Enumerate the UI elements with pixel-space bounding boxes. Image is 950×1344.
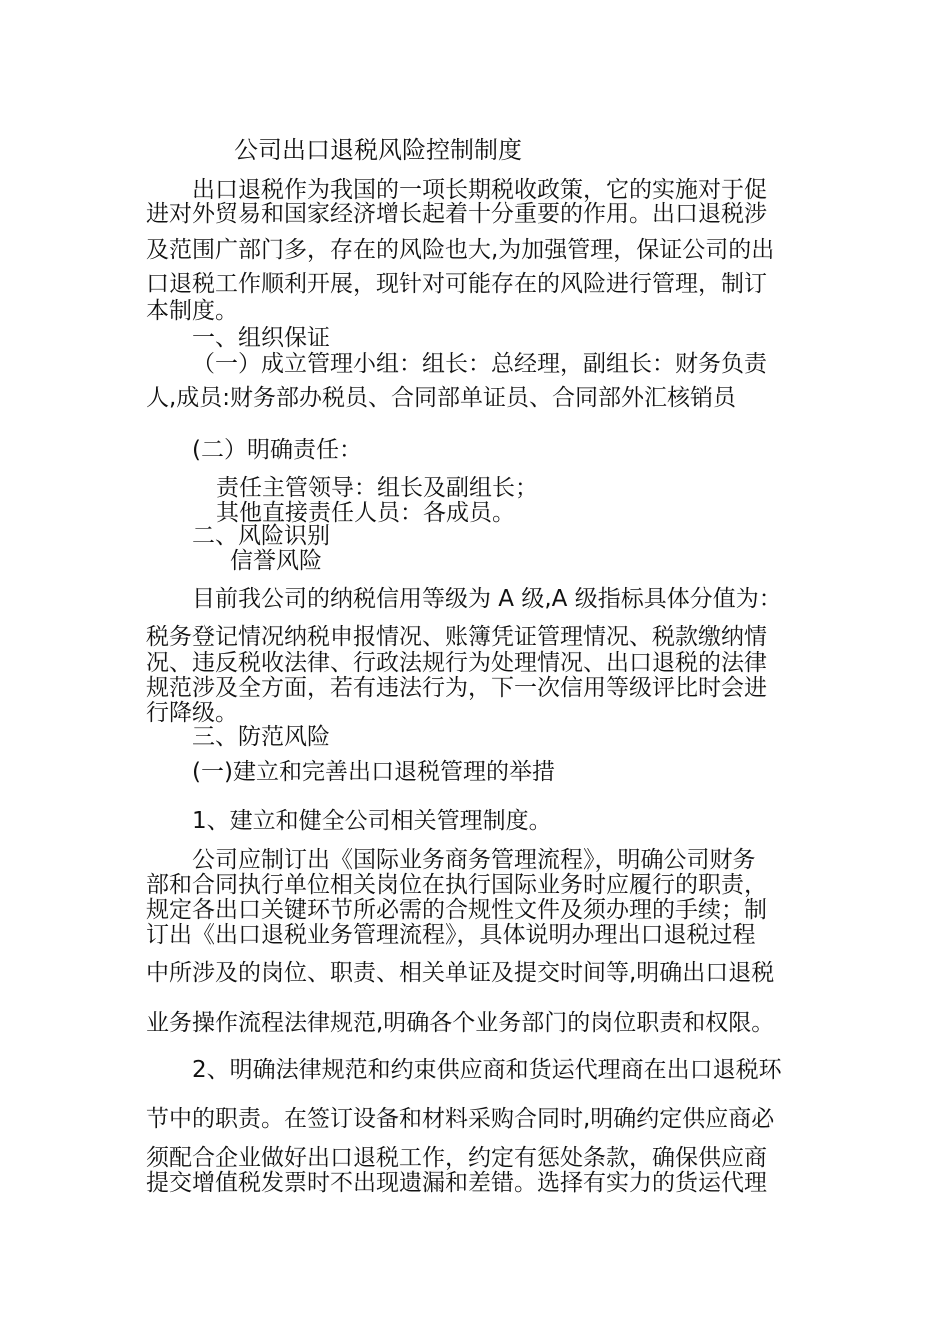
paragraph-line: 税务登记情况纳税申报情况、账簿凭证管理情况、税款缴纳情: [146, 624, 767, 650]
subsection-heading: 1、建立和健全公司相关管理制度。: [192, 808, 552, 834]
paragraph-line: 须配合企业做好出口退税工作，约定有惩处条款，确保供应商: [146, 1145, 767, 1171]
subsection-heading: (一)建立和完善出口退税管理的举措: [192, 759, 555, 785]
paragraph-line: 订出《出口退税业务管理流程》，具体说明办理出口退税过程: [146, 922, 756, 948]
paragraph-line: 规范涉及全方面，若有违法行为，下一次信用等级评比时会进: [146, 675, 767, 701]
paragraph-line: 其他直接责任人员：各成员。: [216, 500, 515, 526]
paragraph-line: 中所涉及的岗位、职责、相关单证及提交时间等,明确出口退税: [146, 960, 775, 986]
paragraph-line: 及范围广部门多，存在的风险也大,为加强管理，保证公司的出: [146, 237, 775, 263]
subsection-heading: (二）明确责任：: [192, 437, 362, 463]
paragraph-line: 2、明确法律规范和约束供应商和货运代理商在出口退税环: [192, 1057, 782, 1083]
paragraph-line: 况、违反税收法律、行政法规行为处理情况、出口退税的法律: [146, 650, 767, 676]
section-heading: 二、风险识别: [192, 523, 330, 549]
paragraph-line: 节中的职责。在签订设备和材料采购合同时,明确约定供应商必: [146, 1106, 775, 1132]
paragraph-line: 提交增值税发票时不出现遗漏和差错。选择有实力的货运代理: [146, 1170, 767, 1196]
document-title: 公司出口退税风险控制制度: [234, 136, 522, 164]
paragraph-line: 业务操作流程法律规范,明确各个业务部门的岗位职责和权限。: [146, 1010, 775, 1036]
subsection-heading: 信誉风险: [230, 548, 322, 574]
paragraph-line: 进对外贸易和国家经济增长起着十分重要的作用。出口退税涉: [146, 201, 767, 227]
paragraph-line: 行降级。: [146, 700, 238, 726]
paragraph-line: 人,成员:财务部办税员、合同部单证员、合同部外汇核销员: [146, 385, 737, 411]
paragraph-line: 部和合同执行单位相关岗位在执行国际业务时应履行的职责，: [146, 872, 767, 898]
paragraph-line: 口退税工作顺利开展，现针对可能存在的风险进行管理，制订: [146, 271, 767, 297]
paragraph-line: 规定各出口关键环节所必需的合规性文件及须办理的手续；制: [146, 897, 767, 923]
paragraph-line: 本制度。: [146, 298, 238, 324]
paragraph-line: 出口退税作为我国的一项长期税收政策，它的实施对于促: [192, 177, 767, 203]
paragraph-line: （一）成立管理小组：组长：总经理，副组长：财务负责: [192, 351, 767, 377]
section-heading: 一、组织保证: [192, 325, 330, 351]
paragraph-line: 公司应制订出《国际业务商务管理流程》，明确公司财务: [192, 847, 756, 873]
paragraph-line: 目前我公司的纳税信用等级为 A 级,A 级指标具体分值为：: [192, 586, 782, 612]
section-heading: 三、防范风险: [192, 724, 330, 750]
paragraph-line: 责任主管领导：组长及副组长；: [216, 475, 538, 501]
